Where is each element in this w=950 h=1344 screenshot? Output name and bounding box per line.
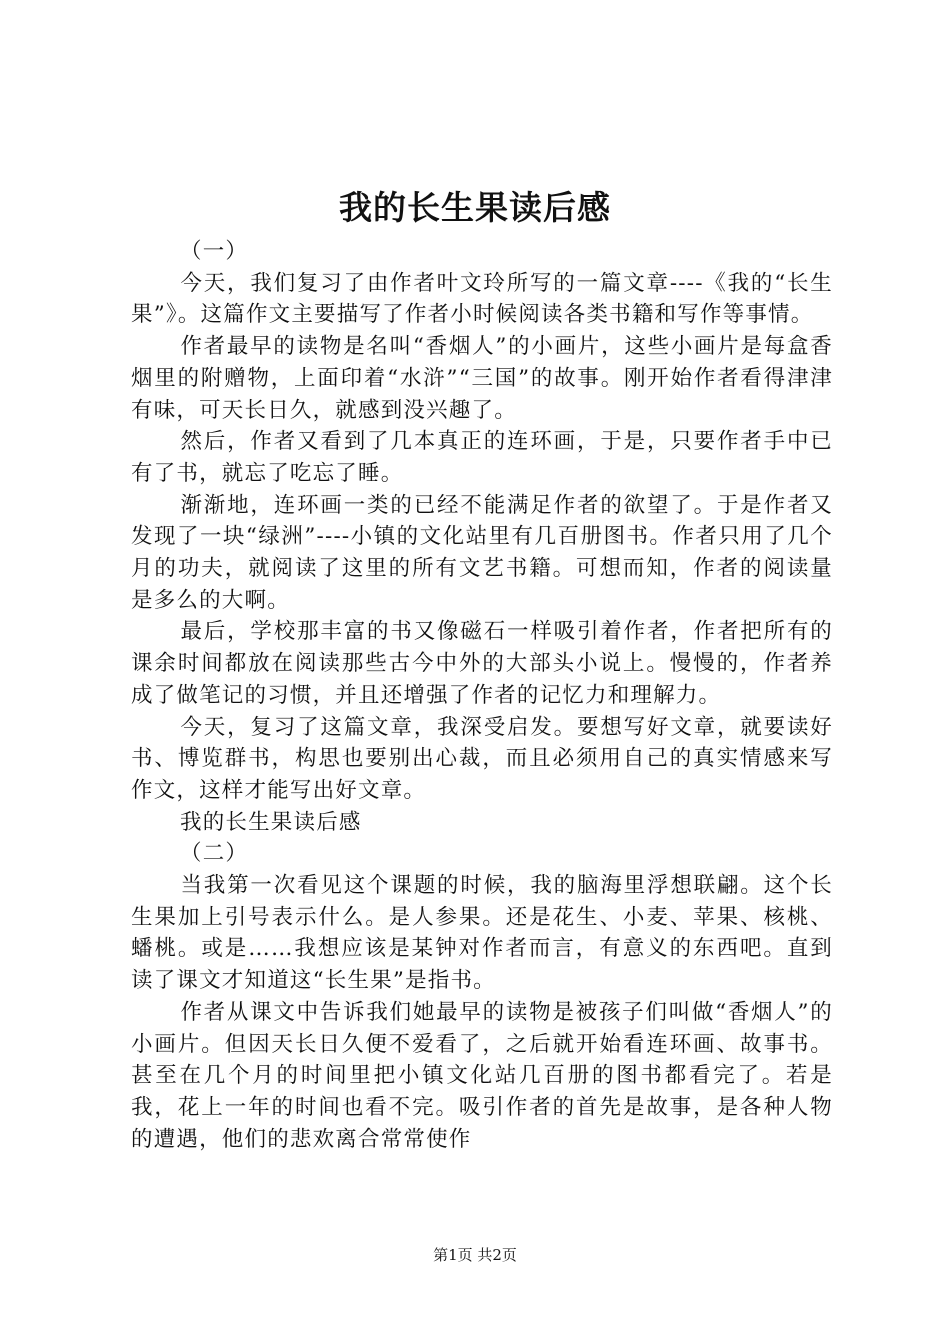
section-1-label: （一） xyxy=(180,239,249,264)
section-2-paragraph-2: 作者从课文中告诉我们她最早的读物是被孩子们叫做“香烟人”的小画片。但因天长日久便不爱看了，之后就开始看连环画、故事书。甚至在几个月的时间里把小镇文化站几百册的图书都看完了。若是我，花上一年的时间也看不完。吸引作者的首先是故事，是各种人物的遭遇，他们的悲欢离合常常使作 xyxy=(131,999,833,1152)
page-footer: 第1页 共2页 xyxy=(433,1246,517,1264)
section-2-heading: 我的长生果读后感 xyxy=(180,809,362,835)
section-1-paragraph-2: 作者最早的读物是名叫“香烟人”的小画片，这些小画片是每盒香烟里的附赠物，上面印着“水浒”“三国”的故事。刚开始作者看得津津有味，可天长日久，就感到没兴趣了。 xyxy=(131,334,833,423)
section-1-paragraph-5: 最后，学校那丰富的书又像磁石一样吸引着作者，作者把所有的课余时间都放在阅读那些古今中外的大部头小说上。慢慢的，作者养成了做笔记的习惯，并且还增强了作者的记忆力和理解力。 xyxy=(131,619,833,708)
document-body xyxy=(131,236,833,1155)
section-1-paragraph-4: 渐渐地，连环画一类的已经不能满足作者的欲望了。于是作者又发现了一块“绿洲”----小镇的文化站里有几百册图书。作者只用了几个月的功夫，就阅读了这里的所有文艺书籍。可想而知，作者的阅读量是多么的大啊。 xyxy=(131,492,833,613)
section-1-paragraph-1: 今天，我们复习了由作者叶文玲所写的一篇文章----《我的“长生果”》。这篇作文主要描写了作者小时候阅读各类书籍和写作等事情。 xyxy=(131,270,833,328)
document-title: 我的长生果读后感 xyxy=(339,188,611,227)
section-1-paragraph-3: 然后，作者又看到了几本真正的连环画，于是，只要作者手中已有了书，就忘了吃忘了睡。 xyxy=(131,429,833,486)
section-1-paragraph-6: 今天，复习了这篇文章，我深受启发。要想写好文章，就要读好书、博览群书，构思也要别出心裁，而且必须用自己的真实情感来写作文，这样才能写出好文章。 xyxy=(131,714,833,803)
section-2-label: （二） xyxy=(180,841,249,867)
section-2-paragraph-1: 当我第一次看见这个课题的时候，我的脑海里浮想联翩。这个长生果加上引号表示什么。是人参果。还是花生、小麦、苹果、核桃、蟠桃。或是……我想应该是某钟对作者而言，有意义的东西吧。直到读了课文才知道这“长生果”是指书。 xyxy=(131,873,833,994)
